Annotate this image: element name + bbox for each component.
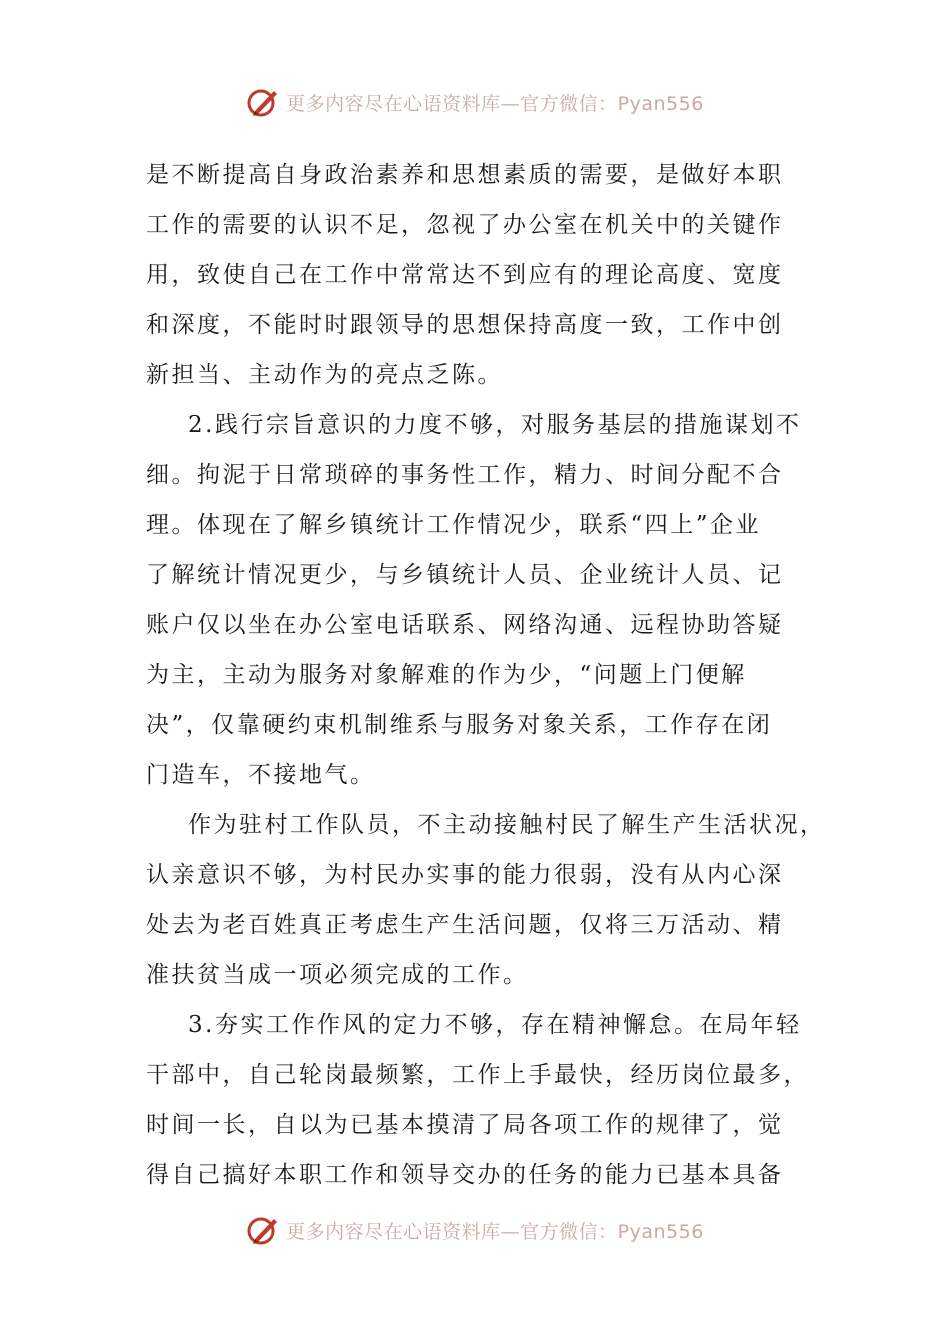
body-line: 2.践行宗旨意识的力度不够，对服务基层的措施谋划不 bbox=[188, 412, 802, 438]
header-brand-handle: Pyan556 bbox=[617, 92, 704, 115]
body-line: 了解统计情况更少，与乡镇统计人员、企业统计人员、记 bbox=[146, 562, 784, 588]
header-brand-text: 更多内容尽在心语资料库—官方微信：Pyan556 bbox=[286, 92, 704, 115]
body-line: 工作的需要的认识不足，忽视了办公室在机关中的关键作 bbox=[146, 212, 784, 238]
body-line: 时间一长，自以为已基本摸清了局各项工作的规律了，觉 bbox=[146, 1112, 784, 1138]
body-line: 得自己搞好本职工作和领导交办的任务的能力已基本具备 bbox=[146, 1162, 784, 1188]
header-watermark bbox=[0, 82, 950, 122]
footer-brand-text: 更多内容尽在心语资料库—官方微信：Pyan556 bbox=[286, 1220, 704, 1243]
pen-logo-icon bbox=[246, 1213, 280, 1247]
pen-logo-icon bbox=[246, 85, 280, 119]
body-line: 为主，主动为服务对象解难的作为少，“问题上门便解 bbox=[146, 662, 747, 688]
body-line: 新担当、主动作为的亮点乏陈。 bbox=[146, 362, 503, 388]
body-line: 和深度，不能时时跟领导的思想保持高度一致，工作中创 bbox=[146, 312, 784, 338]
body-line: 3.夯实工作作风的定力不够，存在精神懈怠。在局年轻 bbox=[188, 1012, 802, 1038]
body-line: 理。体现在了解乡镇统计工作情况少，联系“四上”企业 bbox=[146, 512, 762, 538]
body-line: 作为驻村工作队员，不主动接触村民了解生产生活状况， bbox=[188, 812, 826, 838]
document-body bbox=[146, 150, 826, 1200]
body-line: 账户仅以坐在办公室电话联系、网络沟通、远程协助答疑 bbox=[146, 612, 784, 638]
body-line: 细。拘泥于日常琐碎的事务性工作，精力、时间分配不合 bbox=[146, 462, 784, 488]
footer-brand-handle: Pyan556 bbox=[617, 1220, 704, 1243]
body-line: 用，致使自己在工作中常常达不到应有的理论高度、宽度 bbox=[146, 262, 784, 288]
body-line: 门造车，不接地气。 bbox=[146, 762, 376, 788]
body-line: 认亲意识不够，为村民办实事的能力很弱，没有从内心深 bbox=[146, 862, 784, 888]
body-line: 干部中，自己轮岗最频繁，工作上手最快，经历岗位最多， bbox=[146, 1062, 809, 1088]
body-line: 是不断提高自身政治素养和思想素质的需要，是做好本职 bbox=[146, 162, 784, 188]
footer-watermark bbox=[0, 1210, 950, 1250]
body-line: 处去为老百姓真正考虑生产生活问题，仅将三万活动、精 bbox=[146, 912, 784, 938]
body-line: 决”，仅靠硬约束机制维系与服务对象关系，工作存在闭 bbox=[146, 712, 773, 738]
body-line: 准扶贫当成一项必须完成的工作。 bbox=[146, 962, 529, 988]
